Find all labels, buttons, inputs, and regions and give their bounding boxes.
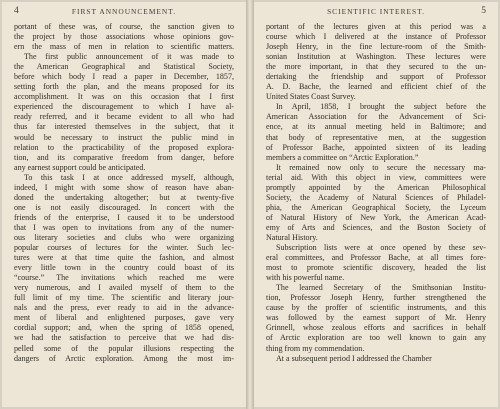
text-line: Joseph Henry, in the fine lecture-room of the Smith- xyxy=(266,42,486,52)
text-line: ous literary societies and clubs who were organizing xyxy=(14,232,234,242)
text-line: tures were at that time quite the fashion, and almost xyxy=(14,253,234,263)
text-line: dangers of Arctic exploration. Among the most im- xyxy=(14,353,234,363)
text-line: dertaking the friendship and support of Professor xyxy=(266,72,486,82)
text-line: cordial support; and, when the spring of 1858 opened, xyxy=(14,323,234,333)
running-head: FIRST ANNOUNCEMENT. xyxy=(71,7,177,16)
text-line: In April, 1858, I brought the subject before the xyxy=(276,102,486,112)
text-line: doned the undertaking altogether; but at twenty-five xyxy=(14,192,234,202)
text-line: Grinnell, whose zealous efforts and sacrifices in behalf xyxy=(266,323,486,333)
text-line: “course.” The invitations which reached me were xyxy=(14,273,234,283)
text-line: full limit of my time. The scientific and literary jour- xyxy=(14,293,234,303)
text-line: A. D. Bache, the learned and efficient chief of the xyxy=(266,82,486,92)
text-line: pelled some of the popular illusions respecting the xyxy=(14,343,234,353)
text-line: one is not easily discouraged. In concert with the xyxy=(14,202,234,212)
text-line: emy of Arts and Sciences, and the Boston Society of xyxy=(266,222,486,232)
text-line: most to promote scientific discovery, headed the list xyxy=(266,263,486,273)
text-line: experienced the discouragement to which I have al- xyxy=(14,102,234,112)
left-page-text xyxy=(14,22,234,364)
left-page xyxy=(2,2,246,407)
text-line: ready referred, and it became evident to all who had xyxy=(14,112,234,122)
text-line: popular courses of lectures for the winter. Such lec- xyxy=(14,243,234,253)
text-line: of Arctic exploration are too well known to gain any xyxy=(266,333,486,343)
text-line: portant of these was, of course, the sanction given to xyxy=(14,22,234,31)
right-page-text xyxy=(266,22,486,364)
text-line: setting forth the plan, and the means proposed for its xyxy=(14,82,234,92)
text-line: ment of liberal and enlightened purposes, gave very xyxy=(14,313,234,323)
text-line: To this task I at once addressed myself, although, xyxy=(24,172,234,182)
text-line: relation to the practicability of the proposed explora- xyxy=(14,142,234,152)
text-line: United States Coast Survey. xyxy=(266,92,356,102)
text-line: with his powerful name. xyxy=(266,273,345,283)
text-line: tion, and its comparative freedom from danger, before xyxy=(14,152,234,162)
book-gutter xyxy=(246,0,254,409)
text-line: would be necessary to instruct the public mind in xyxy=(14,132,234,142)
text-line: accomplishment. It was on this occasion that I first xyxy=(14,92,234,102)
text-line: American Association for the Advancement of Sci- xyxy=(266,112,486,122)
text-line: Natural History. xyxy=(266,232,318,242)
text-line: promptly appointed by the American Philosophical xyxy=(266,182,486,192)
text-line: of Natural History of New York, the American Acad- xyxy=(266,212,486,222)
text-line: the project by those associations whose opinions gov- xyxy=(14,32,234,42)
text-line: It remained now only to secure the necessary ma- xyxy=(276,162,486,172)
text-line: ence, at its annual meeting held in Baltimore; and xyxy=(266,122,486,132)
page-number: 5 xyxy=(481,6,486,16)
text-line: phia, the American Geographical Society, the Lyceum xyxy=(266,202,486,212)
text-line: tion, Professor Joseph Henry, further strengthened the xyxy=(266,293,486,303)
text-line: members a committee on “Arctic Exploration.” xyxy=(266,152,419,162)
text-line: the more important, in that they secured to the un- xyxy=(266,62,486,72)
text-line: nals and the press, ever ready to aid in the advance- xyxy=(14,303,234,313)
right-page xyxy=(254,2,498,407)
text-line: the American Geographical and Statistical Society, xyxy=(14,62,234,72)
text-line: thus far interested themselves in the subject, that it xyxy=(14,122,234,132)
text-line: course which I delivered at the instance of Professor xyxy=(266,32,486,42)
text-line: that body of representative men, at the suggestion xyxy=(266,132,486,142)
left-page-header xyxy=(14,7,234,19)
text-line: cause by the proffer of scientific instruments, and this xyxy=(266,303,486,313)
text-line: Subscription lists were at once opened by these sev- xyxy=(276,243,486,253)
text-line: was followed by the earnest support of Mr. Henry xyxy=(266,313,486,323)
text-line: that I was open to invitations from any of the numer- xyxy=(14,222,234,232)
text-line: very numerous, and I availed myself of them to the xyxy=(14,283,234,293)
text-line: Society, the Academy of Natural Sciences of Philadel- xyxy=(266,192,486,202)
text-line: thing from my commendation. xyxy=(266,343,365,353)
text-line: At a subsequent period I addressed the Chamber xyxy=(276,353,432,363)
right-page-header xyxy=(266,7,486,19)
text-line: portant of the lectures given at this period was a xyxy=(266,22,486,31)
text-line: we had the satisfaction to perceive that we had dis- xyxy=(14,333,234,343)
text-line: The learned Secretary of the Smithsonian Institu- xyxy=(276,283,486,293)
running-head: SCIENTIFIC INTEREST. xyxy=(327,7,425,16)
text-line: indeed, I might with some show of reason have aban- xyxy=(14,182,234,192)
page-number: 4 xyxy=(14,6,19,16)
text-line: every little town in the country could boast of its xyxy=(14,263,234,273)
text-line: any earnest support could be anticipated. xyxy=(14,162,146,172)
text-line: friends of the enterprise, I caused it to be understood xyxy=(14,212,234,222)
text-line: of Professor Bache, appointed sixteen of its leading xyxy=(266,142,486,152)
text-line: The first public announcement of it was made to xyxy=(24,52,234,62)
text-line: terial aid. With this object in view, committees were xyxy=(266,172,486,182)
text-line: ern the mass of men in relation to scientific matters. xyxy=(14,42,234,52)
text-line: before which body I read a paper in December, 1857, xyxy=(14,72,234,82)
text-line: eral committees, and Professor Bache, at all times fore- xyxy=(266,253,486,263)
text-line: sonian Institution at Washington. These lectures were xyxy=(266,52,486,62)
